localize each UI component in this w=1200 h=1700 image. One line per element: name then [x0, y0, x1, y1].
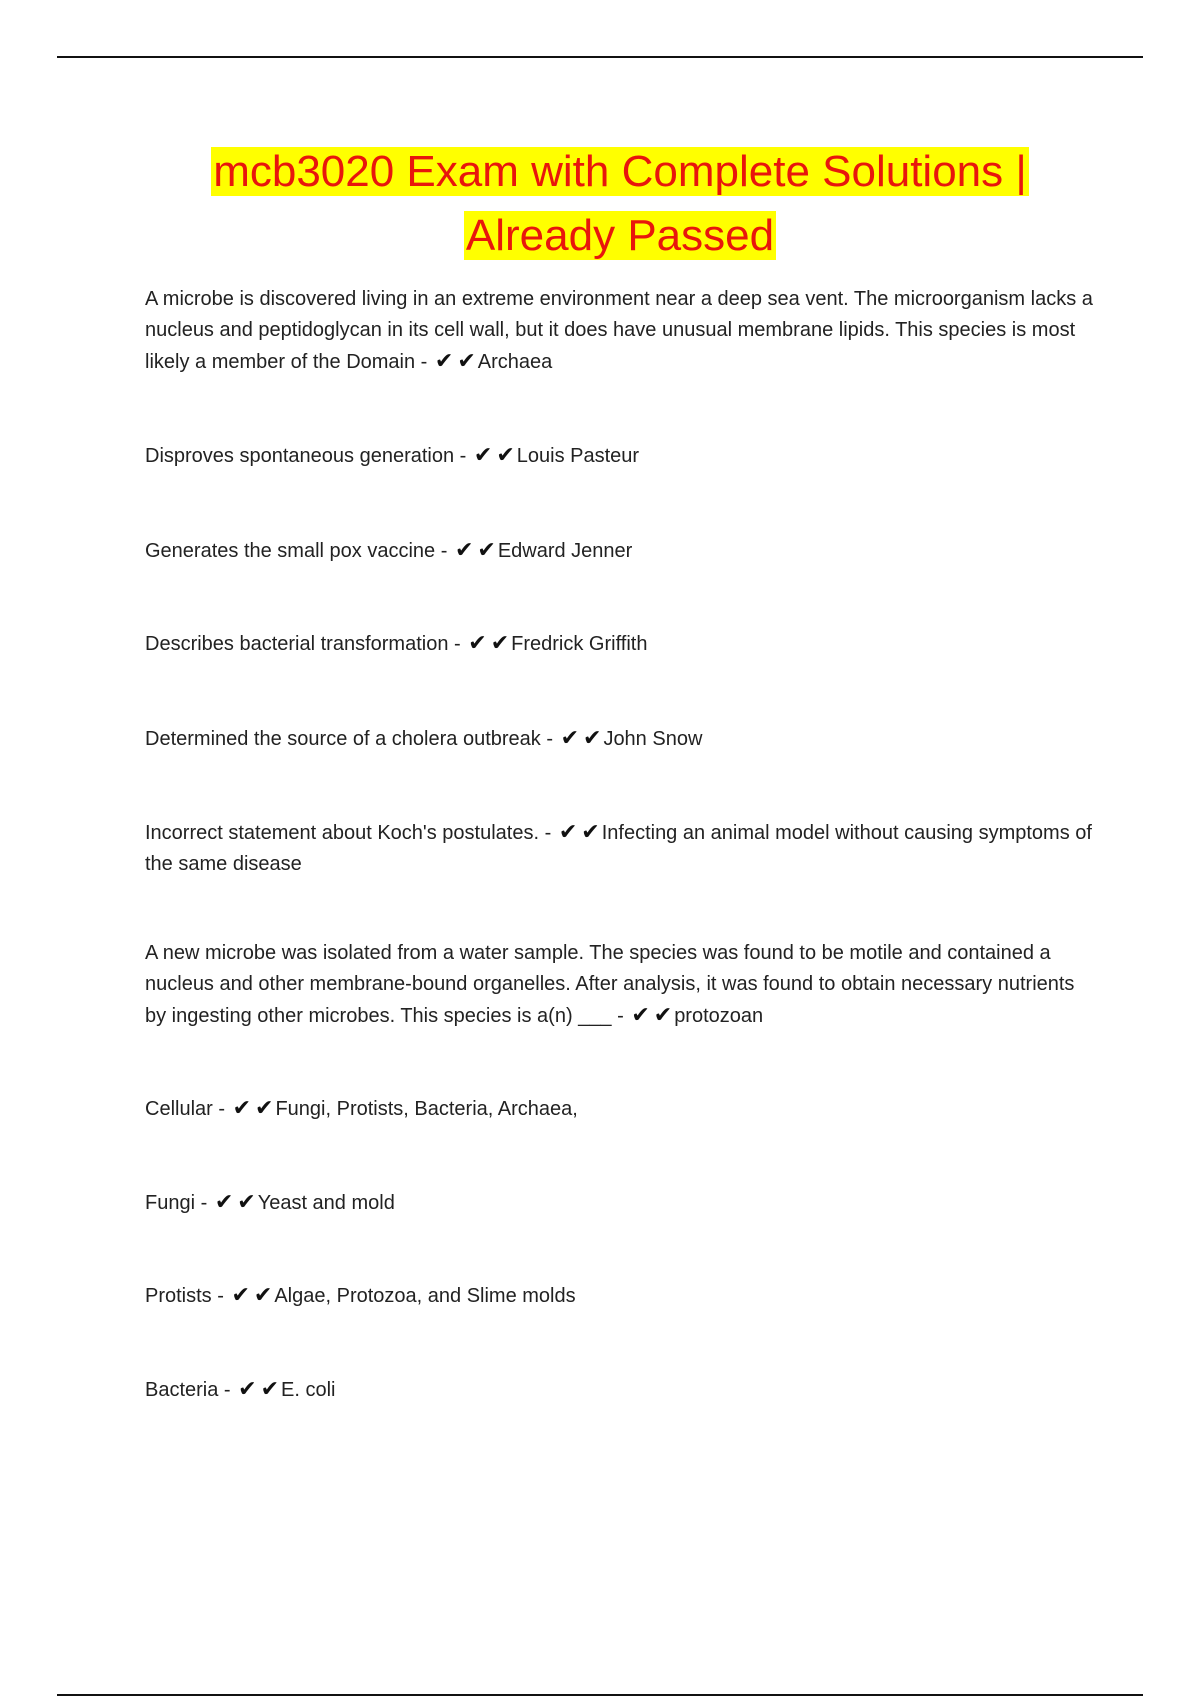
check-icon: ✔: [238, 1377, 257, 1402]
qa-item: Incorrect statement about Koch's postulates. - ✔ ✔ Infecting an animal model without causing symptoms of the same disease: [145, 817, 1100, 880]
answer-text: Infecting an animal model without causing symptoms of the same disease: [145, 822, 1092, 875]
answer-text: Yeast and mold: [257, 1192, 395, 1214]
question-text: Generates the small pox vaccine: [145, 540, 436, 562]
answer-text: E. coli: [281, 1379, 336, 1401]
check-icon: ✔: [231, 1283, 250, 1308]
qa-item: A new microbe was isolated from a water sample. The species was found to be motile and contained a nucleus and other membrane-bound organelles. After analysis, it was found to obtain necessary nutrients by ingesting other microbes. This species is a(n) ___ - ✔ ✔ protozoan: [145, 938, 1100, 1032]
check-icon: ✔: [631, 1003, 650, 1028]
check-icon: ✔: [477, 538, 496, 563]
check-icon: ✔: [260, 1377, 280, 1402]
qa-item: Fungi - ✔ ✔ Yeast and mold: [145, 1187, 1100, 1219]
check-icon: ✔: [558, 820, 578, 845]
check-icon: ✔: [560, 726, 579, 751]
answer-text: Archaea: [477, 351, 553, 373]
answer-text: Fredrick Griffith: [511, 633, 648, 655]
qa-item: Describes bacterial transformation - ✔ ✔ Fredrick Griffith: [145, 628, 1100, 660]
answer-text: Algae, Protozoa, and Slime molds: [274, 1285, 576, 1307]
check-icon: ✔: [457, 349, 476, 374]
question-text: Disproves spontaneous generation: [145, 445, 455, 467]
check-icon: ✔: [253, 1283, 273, 1308]
answer-text: protozoan: [674, 1005, 764, 1027]
question-text: Determined the source of a cholera outbreak: [145, 728, 541, 750]
question-text: Describes bacterial transformation: [145, 633, 449, 655]
answer-text: Edward Jenner: [497, 540, 633, 562]
question-text: A microbe is discovered living in an extreme environment near a deep sea vent. The microorganism lacks a nucleus and peptidoglycan in its cell wall, but it does have unusual membrane lipids. This species is most likely a member of the Domain: [145, 288, 1093, 373]
question-text: Cellular: [145, 1098, 213, 1120]
check-icon: ✔: [496, 443, 515, 468]
title-line-2: Already Passed: [465, 211, 775, 260]
check-icon: ✔: [468, 631, 487, 656]
question-text: Bacteria: [145, 1379, 219, 1401]
check-icon: ✔: [490, 631, 510, 656]
qa-item: Generates the small pox vaccine - ✔ ✔ Edward Jenner: [145, 535, 1100, 567]
qa-item: Disproves spontaneous generation - ✔ ✔ Louis Pasteur: [145, 440, 1100, 472]
check-icon: ✔: [214, 1190, 234, 1215]
header-rule: [57, 56, 1143, 58]
check-icon: ✔: [583, 726, 602, 751]
check-icon: ✔: [581, 820, 600, 845]
question-text: Fungi: [145, 1192, 196, 1214]
check-icon: ✔: [653, 1003, 673, 1028]
answer-text: Louis Pasteur: [516, 445, 640, 467]
check-icon: ✔: [232, 1096, 252, 1121]
check-icon: ✔: [237, 1190, 256, 1215]
page-title: [140, 140, 1100, 268]
check-icon: ✔: [434, 349, 454, 374]
check-icon: ✔: [473, 443, 493, 468]
qa-item: Cellular - ✔ ✔ Fungi, Protists, Bacteria, Archaea,: [145, 1093, 1100, 1125]
qa-item: Protists - ✔ ✔ Algae, Protozoa, and Slime molds: [145, 1280, 1100, 1312]
answer-text: John Snow: [603, 728, 703, 750]
qa-item: Bacteria - ✔ ✔ E. coli: [145, 1374, 1100, 1406]
question-text: Incorrect statement about Koch's postulates.: [145, 822, 540, 844]
qa-item: A microbe is discovered living in an extreme environment near a deep sea vent. The microorganism lacks a nucleus and peptidoglycan in its cell wall, but it does have unusual membrane lipids. This species is most likely a member of the Domain - ✔ ✔ Archaea: [145, 284, 1100, 378]
question-text: A new microbe was isolated from a water sample. The species was found to be motile and contained a nucleus and other membrane-bound organelles. After analysis, it was found to obtain necessary nutrients by ingesting other microbes. This species is a(n) ___: [145, 942, 1075, 1027]
answer-text: Fungi, Protists, Bacteria, Archaea,: [275, 1098, 578, 1120]
title-line-1: mcb3020 Exam with Complete Solutions |: [213, 147, 1027, 196]
footer-rule: [57, 1694, 1143, 1696]
check-icon: ✔: [454, 538, 474, 563]
question-text: Protists: [145, 1285, 212, 1307]
check-icon: ✔: [255, 1096, 274, 1121]
qa-item: Determined the source of a cholera outbreak - ✔ ✔ John Snow: [145, 723, 1100, 755]
